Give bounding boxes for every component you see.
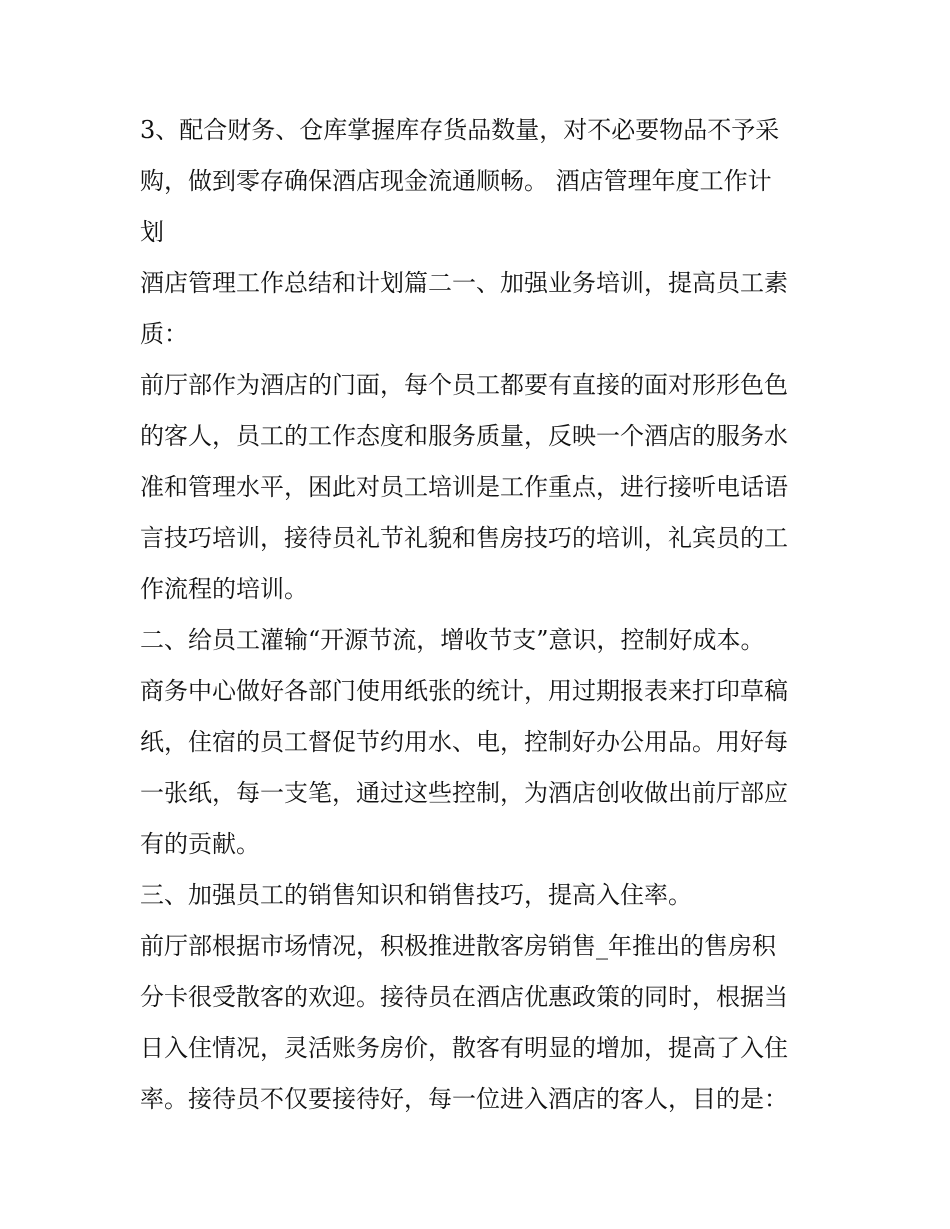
text-line: 有的贡献。 [140,830,260,858]
text-line: 商务中心做好各部门使用纸张的统计，用过期报表来打印草稿 [140,677,788,705]
text-line: 一张纸，每一支笔，通过这些控制，为酒店创收做出前厅部应 [140,779,788,807]
text-line: 二、给员工灌输“开源节流，增收节支”意识，控制好成本。 [140,626,765,654]
text-line: 前厅部根据市场情况，积极推进散客房销售_年推出的售房积 [140,932,776,960]
text-line: 日入住情况，灵活账务房价，散客有明显的增加，提高了入住 [140,1034,788,1062]
text-line: 3、配合财务、仓库掌握库存货品数量，对不必要物品不予采 [140,116,780,144]
text-line: 的客人，员工的工作态度和服务质量，反映一个酒店的服务水 [140,422,788,450]
text-line: 前厅部作为酒店的门面，每个员工都要有直接的面对形形色色 [140,371,788,399]
text-line: 质： [140,320,188,348]
text-line: 三、加强员工的销售知识和销售技巧，提高入住率。 [140,881,692,909]
text-line: 作流程的培训。 [140,575,308,603]
text-line: 准和管理水平，困此对员工培训是工作重点，进行接听电话语 [140,473,788,501]
document-body [140,105,812,1125]
text-line: 率。接待员不仅要接待好，每一位进入酒店的客人，目的是： [140,1085,788,1113]
text-line: 言技巧培训，接待员礼节礼貌和售房技巧的培训，礼宾员的工 [140,524,788,552]
text-line: 分卡很受散客的欢迎。接待员在酒店优惠政策的同时，根据当 [140,983,788,1011]
text-line: 酒店管理工作总结和计划篇二一、加强业务培训，提高员工素 [140,269,788,297]
text-line: 购，做到零存确保酒店现金流通顺畅。 酒店管理年度工作计 [140,167,772,195]
text-line: 纸，住宿的员工督促节约用水、电，控制好办公用品。用好每 [140,728,788,756]
text-line: 划 [140,218,164,246]
